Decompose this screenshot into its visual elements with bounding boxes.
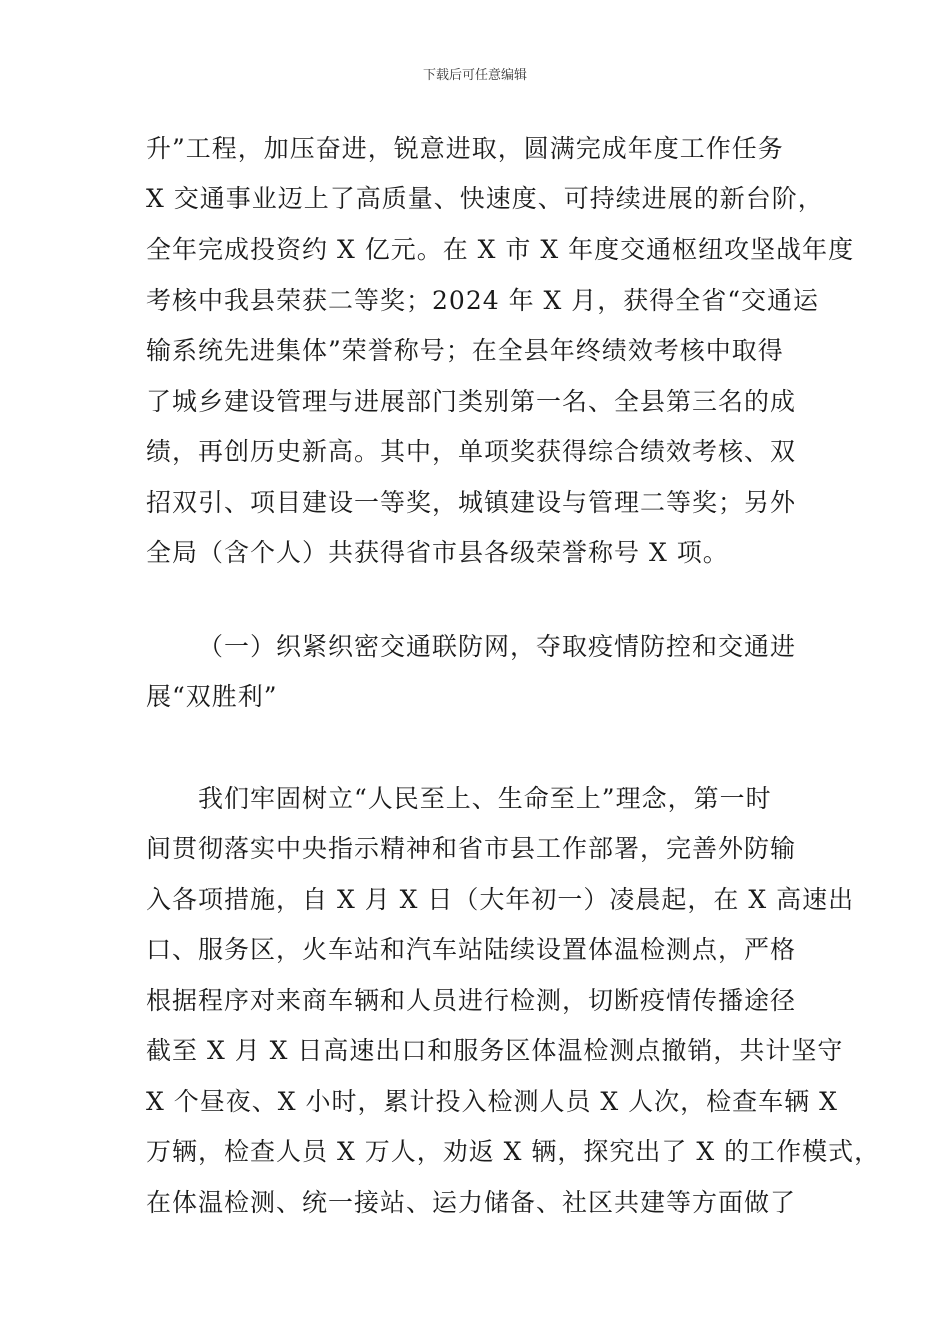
- paragraph-line: 口、服务区，火车站和汽车站陆续设置体温检测点，严格: [146, 935, 797, 964]
- section-heading: 展“双胜利”: [146, 682, 278, 711]
- paragraph-line: 了城乡建设管理与进展部门类别第一名、全县第三名的成: [146, 387, 797, 416]
- paragraph-line: X 交通事业迈上了高质量、快速度、可持续进展的新台阶，: [146, 184, 824, 213]
- paragraph-line: 我们牢固树立“人民至上、生命至上”理念，第一时: [198, 784, 772, 813]
- paragraph-line: 截至 X 月 X 日高速出口和服务区体温检测点撤销，共计坚守: [146, 1036, 844, 1065]
- paragraph-line: 升”工程，加压奋进，锐意进取，圆满完成年度工作任务: [146, 134, 784, 163]
- paragraph-line: 输系统先进集体”荣誉称号；在全县年终绩效考核中取得: [146, 336, 784, 365]
- paragraph-line: 入各项措施，自 X 月 X 日（大年初一）凌晨起，在 X 高速出: [146, 885, 855, 914]
- paragraph-line: 在体温检测、统一接站、运力储备、社区共建等方面做了: [146, 1188, 797, 1217]
- paragraph-line: 万辆，检查人员 X 万人，劝返 X 辆，探究出了 X 的工作模式，: [146, 1137, 881, 1166]
- paragraph-line: X 个昼夜、X 小时，累计投入检测人员 X 人次，检查车辆 X: [146, 1087, 838, 1116]
- paragraph-line: 绩，再创历史新高。其中，单项奖获得综合绩效考核、双: [146, 437, 797, 466]
- paragraph-line: 全年完成投资约 X 亿元。在 X 市 X 年度交通枢纽攻坚战年度: [146, 235, 855, 264]
- paragraph-line: 考核中我县荣获二等奖；2024 年 X 月，获得全省“交通运: [146, 286, 820, 315]
- paragraph-line: 招双引、项目建设一等奖，城镇建设与管理二等奖；另外: [146, 488, 797, 517]
- paragraph-line: 间贯彻落实中央指示精神和省市县工作部署，完善外防输: [146, 834, 797, 863]
- section-heading: （一）织紧织密交通联防网，夺取疫情防控和交通进: [198, 632, 797, 661]
- paragraph-line: 根据程序对来商车辆和人员进行检测，切断疫情传播途径: [146, 986, 797, 1015]
- paragraph-line: 全局（含个人）共获得省市县各级荣誉称号 X 项。: [146, 538, 729, 567]
- page-header: 下载后可任意编辑: [422, 68, 527, 83]
